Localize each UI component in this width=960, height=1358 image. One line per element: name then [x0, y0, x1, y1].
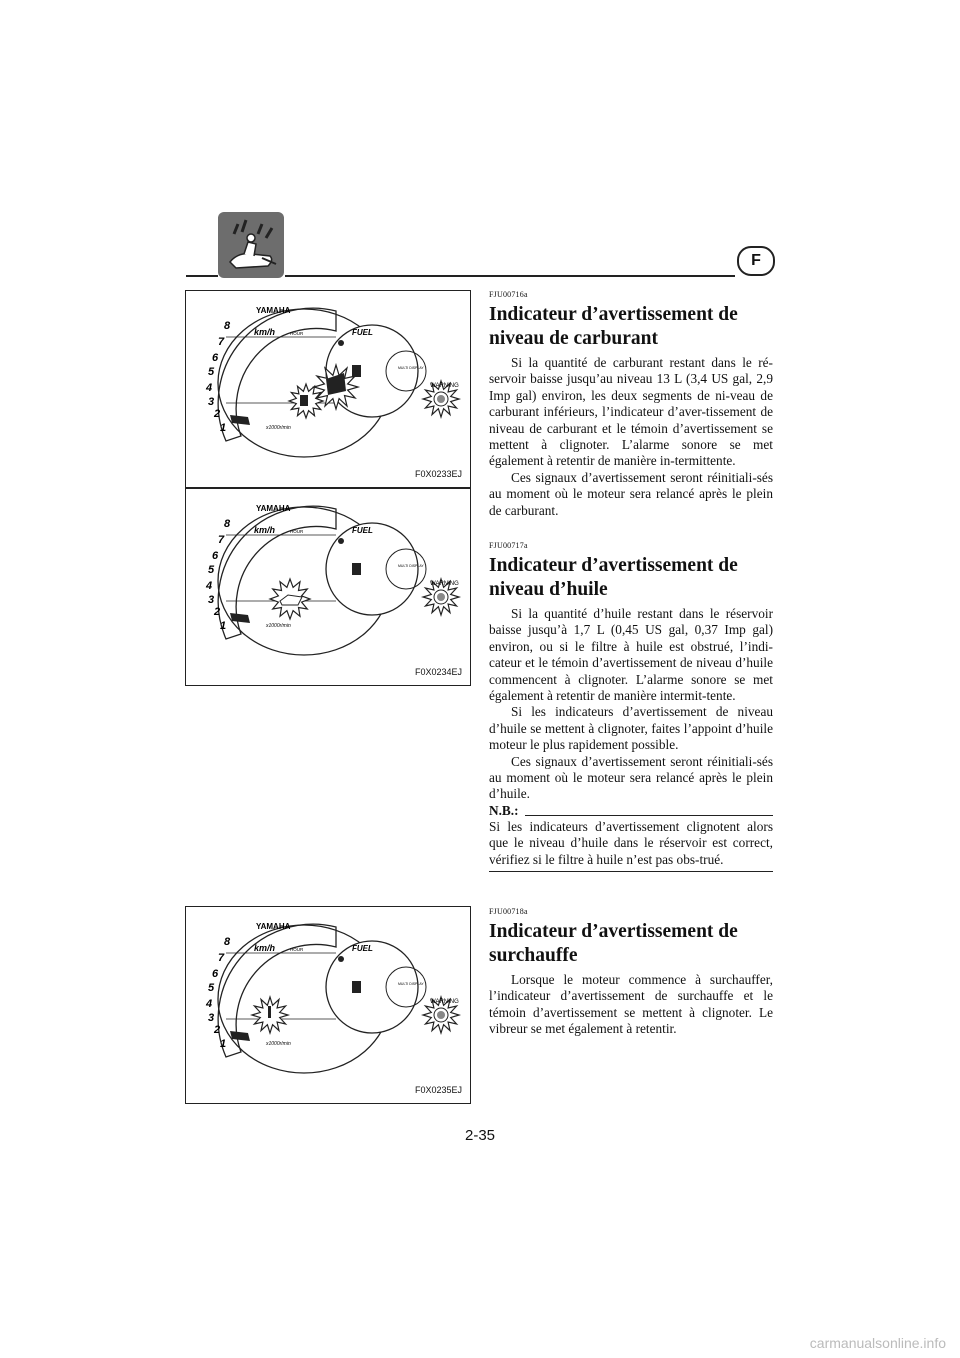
paragraph: Ces signaux d’avertissement seront réinitiali-sés au moment où le moteur sera relancé après le plein d’huile.: [489, 753, 773, 802]
warning-lamp-core: [437, 395, 445, 403]
rpm-tick-label: 8: [224, 320, 231, 332]
rpm-tick-label: 6: [212, 968, 219, 980]
thermometer-icon: [268, 1006, 271, 1018]
figure-overheat-warning: [185, 906, 471, 1104]
fuel-panel: [326, 325, 418, 417]
section-oil: [489, 541, 773, 872]
brand-label: YAMAHA: [256, 922, 291, 931]
jet-ski-rider-icon: [218, 212, 284, 278]
figure-oil-warning: [185, 488, 471, 686]
paragraph: Lorsque le moteur commence à surchauffer, l’indicateur d’avertissement de surchauffe et le témoin d’avertissement se mettent à clignoter. Le vibreur se met également à retentir.: [489, 972, 773, 1037]
fuel-dot: [338, 340, 344, 346]
speed-unit-label: km/h: [254, 943, 276, 953]
header-rule-left: [186, 275, 218, 277]
rpm-tick-label: 2: [214, 606, 221, 618]
figure-label: F0X0235EJ: [414, 1085, 462, 1095]
note-text: Si les indicateurs d’avertissement clignotent alors que le niveau d’huile dans le réservoir est correct, vérifiez si le filtre à huile n’est pas obs-trué.: [489, 818, 773, 867]
rpm-tick-label: 5: [208, 982, 215, 994]
fuel-panel: [326, 941, 418, 1033]
section-code: FJU00716a: [489, 290, 528, 299]
paragraph: Si la quantité d’huile restant dans le réservoir baisse jusqu’à 1,7 L (0,45 US gal, 0,37 Imp gal) environ, ou si le filtre à huile est obstrué, l’indi-cateur et le témoin d’avertissement de niveau d’huile commencent à clignoter. L’alarme sonore se met également à retentir de manière intermit-tente.: [489, 606, 773, 704]
rpm-tick-label: 8: [224, 936, 231, 948]
redline-band: [230, 1031, 250, 1041]
rpm-tick-label: 6: [212, 352, 219, 364]
rpm-tick-label: 7: [218, 336, 225, 348]
rpm-tick-label: 1: [220, 620, 227, 632]
rpm-tick-label: 5: [208, 564, 215, 576]
section-code: FJU00718a: [489, 907, 528, 916]
rpm-tick-label: 3: [208, 594, 215, 606]
rpm-tick-label: 4: [206, 580, 213, 592]
hour-label: HOUR: [290, 947, 304, 952]
figure-fuel-warning: [185, 290, 471, 488]
rpm-tick-label: 3: [208, 396, 215, 408]
paragraph: Si la quantité de carburant restant dans le ré-servoir baisse jusqu’au niveau 13 L (3,4 US gal, 2,9 Imp gal) environ, les deux segments de ni-veau de carburant inférieurs, l’indicateur d’aver-tissement de niveau de carburant et le témoin d’avertissement se mettent à clignoter. L’alarme sonore se met également à retentir de manière in-termittente.: [489, 355, 773, 469]
fuel-panel: [326, 523, 418, 615]
rpm-unit-label: x1000r/min: [266, 425, 291, 431]
warning-label: WARNING: [430, 999, 459, 1005]
meter-diagram: [186, 291, 470, 487]
rpm-tick-label: 1: [220, 1038, 227, 1050]
section-title: Indicateur d’avertissement de niveau d’huile: [489, 555, 738, 600]
warning-label: WARNING: [430, 581, 459, 587]
multi-display-label: MULTI DISPLAY: [398, 982, 424, 986]
rpm-unit-label: x1000r/min: [266, 1041, 291, 1047]
warning-label: WARNING: [430, 383, 459, 389]
paragraph: Ces signaux d’avertissement seront réinitiali-sés au moment où le moteur sera relancé après le plein de carburant.: [489, 469, 773, 518]
section-fuel: [489, 290, 773, 519]
rpm-unit-label: x1000r/min: [266, 623, 291, 629]
watermark: carmanualsonline.info: [809, 1335, 946, 1351]
fuel-label: FUEL: [352, 526, 373, 535]
rpm-tick-label: 2: [214, 1024, 221, 1036]
multi-display-label: MULTI DISPLAY: [398, 564, 424, 568]
fuel-pump-icon: [352, 563, 361, 575]
fuel-label: FUEL: [352, 328, 373, 337]
speed-unit-label: km/h: [254, 525, 276, 535]
redline-band: [230, 415, 250, 425]
paragraph: Si les indicateurs d’avertissement de niveau d’huile se mettent à clignoter, faites l’appoint d’huile moteur le plus rapidement possible.: [489, 704, 773, 753]
fuel-warning-icon: [300, 395, 308, 406]
fuel-label: FUEL: [352, 944, 373, 953]
brand-label: YAMAHA: [256, 504, 291, 513]
fuel-dot: [338, 538, 344, 544]
page-number: 2-35: [464, 1127, 496, 1144]
note-heading: N.B.:: [489, 803, 773, 819]
warning-lamp-core: [437, 1011, 445, 1019]
rpm-tick-label: 4: [206, 998, 213, 1010]
rpm-tick-label: 8: [224, 518, 231, 530]
hour-label: HOUR: [290, 331, 304, 336]
rpm-tick-label: 7: [218, 952, 225, 964]
section-overheat: [489, 907, 773, 1038]
rpm-tick-label: 7: [218, 534, 225, 546]
multi-display-label: MULTI DISPLAY: [398, 366, 424, 370]
rpm-tick-label: 1: [220, 422, 227, 434]
rpm-tick-label: 2: [214, 408, 221, 420]
section-title: Indicateur d’avertissement de surchauffe: [489, 921, 738, 966]
warning-lamp-core: [437, 593, 445, 601]
rpm-tick-label: 3: [208, 1012, 215, 1024]
speed-unit-label: km/h: [254, 327, 276, 337]
header-rule-right: [285, 275, 735, 277]
section-title: Indicateur d’avertissement de niveau de carburant: [489, 304, 738, 349]
rpm-tick-label: 6: [212, 550, 219, 562]
figure-label: F0X0233EJ: [414, 469, 462, 479]
fuel-dot: [338, 956, 344, 962]
note-end-rule: [489, 871, 773, 872]
meter-diagram: [186, 489, 470, 685]
section-code: FJU00717a: [489, 541, 528, 550]
rpm-tick-label: 5: [208, 366, 215, 378]
brand-label: YAMAHA: [256, 306, 291, 315]
rpm-tick-label: 4: [206, 382, 213, 394]
language-badge: F: [737, 246, 775, 276]
hour-label: HOUR: [290, 529, 304, 534]
meter-diagram: [186, 907, 470, 1103]
figure-label: F0X0234EJ: [414, 667, 462, 677]
fuel-pump-icon: [352, 981, 361, 993]
redline-band: [230, 613, 250, 623]
